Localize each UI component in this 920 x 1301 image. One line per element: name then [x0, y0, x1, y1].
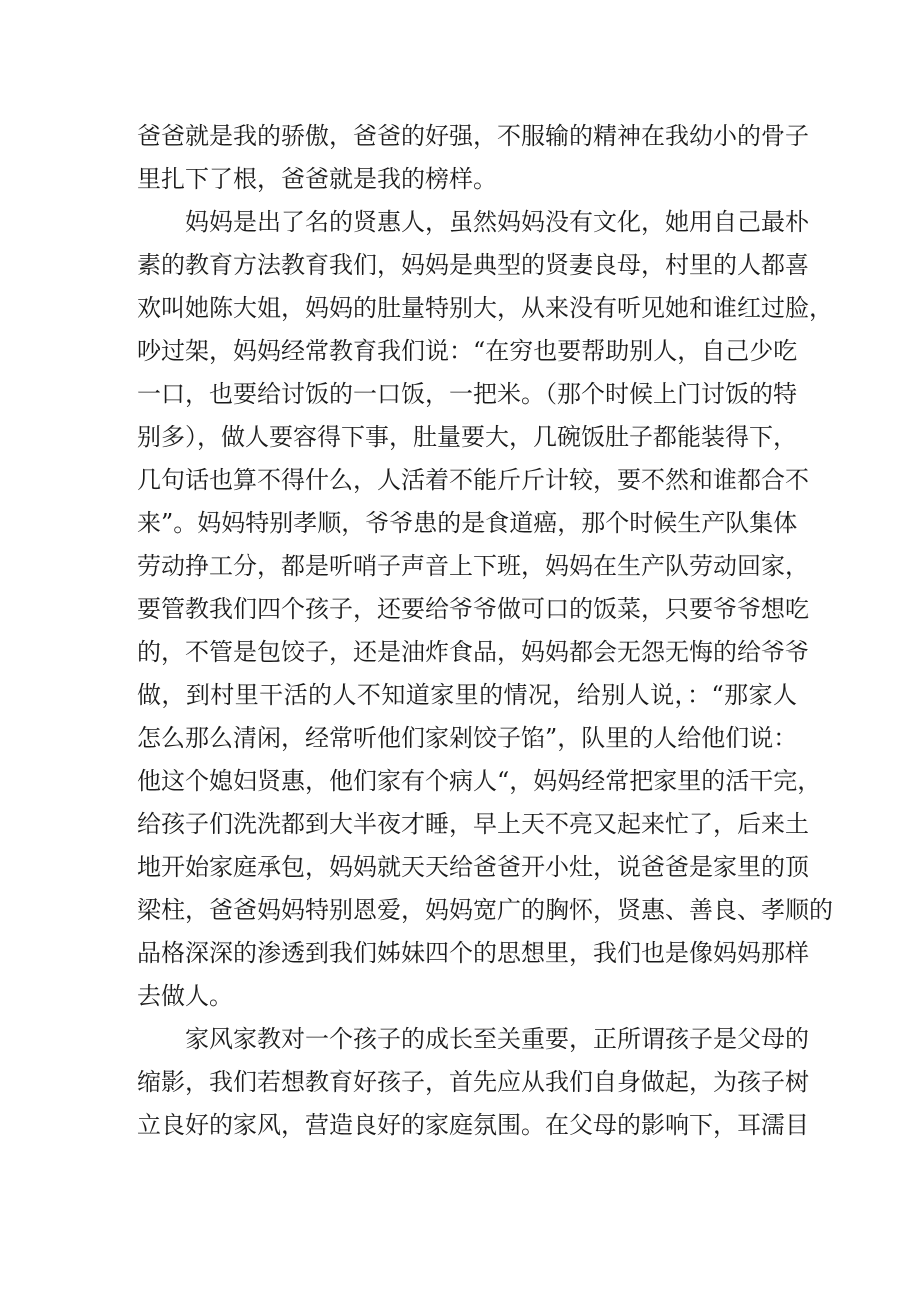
paragraph-line: 家风家教对一个孩子的成长至关重要，正所谓孩子是父母的	[185, 1025, 809, 1053]
paragraph-line: 地开始家庭承包，妈妈就天天给爸爸开小灶，说爸爸是家里的顶	[137, 853, 809, 881]
paragraph-line: 怎么那么清闲，经常听他们家剁饺子馅”，队里的人给他们说：	[137, 724, 798, 752]
paragraph-line: 妈妈是出了名的贤惠人，虽然妈妈没有文化，她用自己最朴	[185, 208, 809, 236]
paragraph-1	[137, 115, 809, 201]
paragraph-line: 几句话也算不得什么，人活着不能斤斤计较，要不然和谁都合不	[137, 466, 809, 494]
paragraph-line: 爸爸就是我的骄傲，爸爸的好强，不服输的精神在我幼小的骨子	[137, 122, 809, 150]
paragraph-line: 做，到村里干活的人不知道家里的情况，给别人说，：“那家人	[137, 681, 797, 709]
paragraph-line: 吵过架，妈妈经常教育我们说：“在穷也要帮助别人，自己少吃	[137, 337, 798, 365]
paragraph-line: 的，不管是包饺子，还是油炸食品，妈妈都会无怨无悔的给爷爷	[137, 638, 809, 666]
paragraph-line: 品格深深的渗透到我们姊妹四个的思想里，我们也是像妈妈那样	[137, 939, 809, 967]
paragraph-line: 素的教育方法教育我们，妈妈是典型的贤妻良母，村里的人都喜	[137, 251, 809, 279]
paragraph-line: 一口，也要给讨饭的一口饭，一把米。（那个时候上门讨饭的特	[137, 380, 797, 408]
paragraph-line: 别多），做人要容得下事，肚量要大，几碗饭肚子都能装得下，	[137, 423, 797, 451]
paragraph-line: 梁柱，爸爸妈妈特别恩爱，妈妈宽广的胸怀，贤惠、善良、孝顺的	[137, 896, 833, 924]
paragraph-line: 欢叫她陈大姐，妈妈的肚量特别大，从来没有听见她和谁红过脸，	[137, 294, 833, 322]
paragraph-line: 他这个媳妇贤惠，他们家有个病人“，妈妈经常把家里的活干完，	[137, 767, 822, 795]
paragraph-line: 给孩子们洗洗都到大半夜才睡，早上天不亮又起来忙了，后来土	[137, 810, 809, 838]
document-body	[137, 115, 833, 1147]
paragraph-line: 立良好的家风，营造良好的家庭氛围。在父母的影响下，耳濡目	[137, 1111, 809, 1139]
paragraph-line: 劳动挣工分，都是听哨子声音上下班，妈妈在生产队劳动回家，	[137, 552, 809, 580]
paragraph-line: 来”。妈妈特别孝顺，爷爷患的是食道癌，那个时候生产队集体	[137, 509, 798, 537]
paragraph-3	[137, 1018, 809, 1147]
paragraph-line: 要管教我们四个孩子，还要给爷爷做可口的饭菜，只要爷爷想吃	[137, 595, 809, 623]
paragraph-2	[137, 201, 833, 1018]
paragraph-line: 去做人。	[137, 982, 233, 1010]
paragraph-line: 里扎下了根，爸爸就是我的榜样。	[137, 165, 497, 193]
paragraph-line: 缩影，我们若想教育好孩子，首先应从我们自身做起，为孩子树	[137, 1068, 809, 1096]
